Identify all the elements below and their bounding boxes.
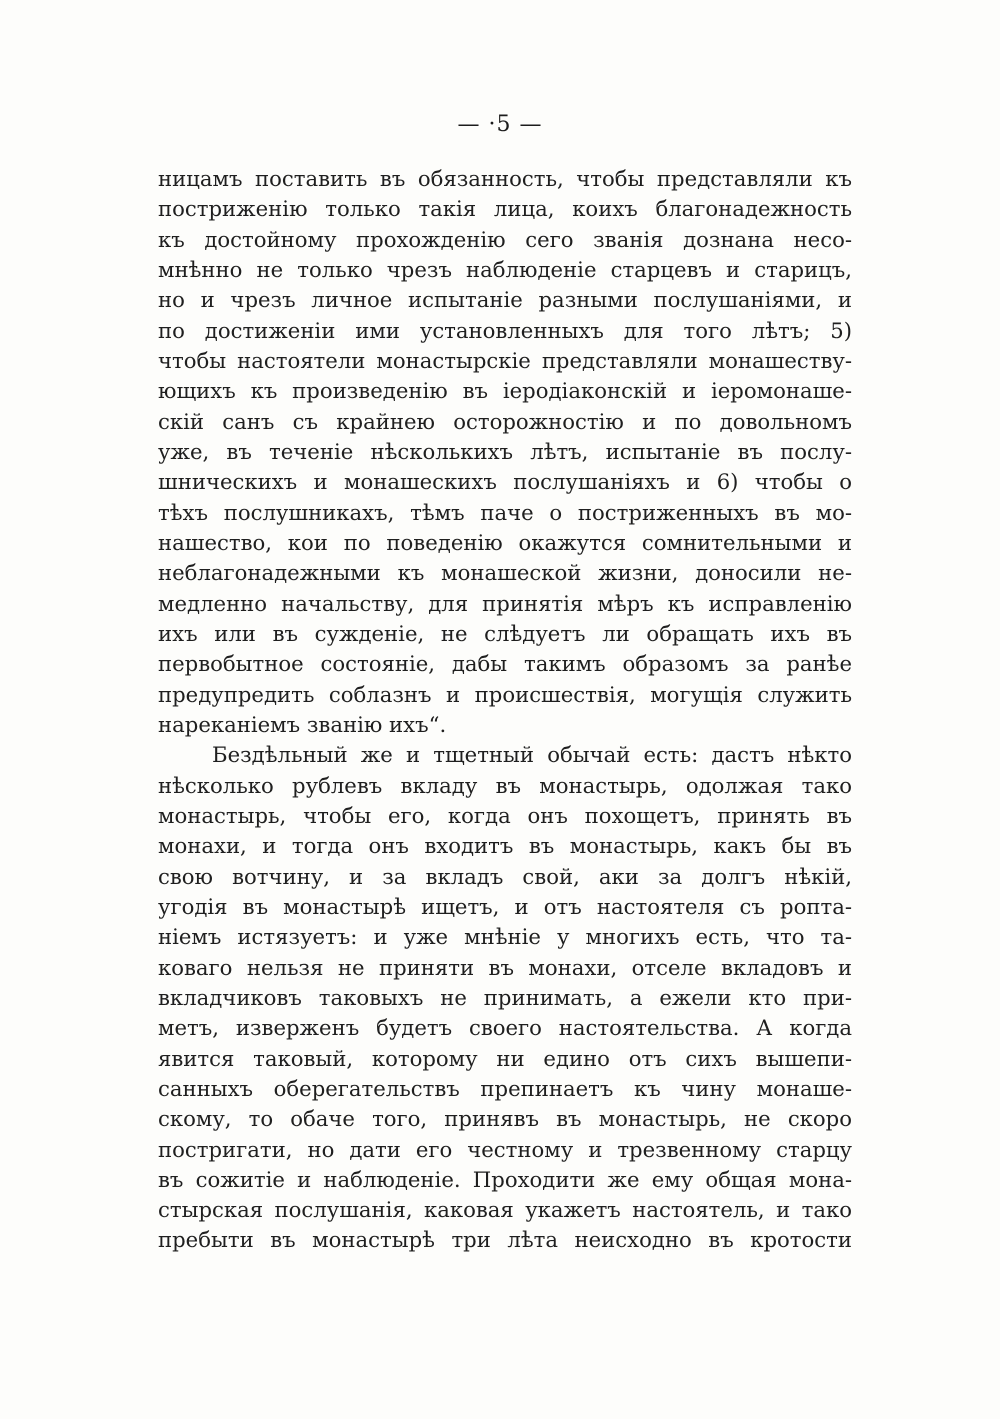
text-line: ніемъ истязуетъ: и уже мнѣніе у многихъ есть, что та- [158, 924, 852, 950]
text-line: шническихъ и монашескихъ послушаніяхъ и 6) чтобы о [158, 469, 852, 495]
text-line: монахи, и тогда онъ входитъ въ монастырь, какъ бы въ [158, 833, 852, 859]
text-line: вкладчиковъ таковыхъ не принимать, а ежели кто при- [158, 984, 852, 1010]
text-line: мнѣнно не только чрезъ наблюденіе старцевъ и старицъ, [158, 256, 852, 282]
text-line: чтобы настоятели монастырскіе представляли монашеству- [158, 347, 852, 373]
text-line: ихъ или въ сужденіе, не слѣдуетъ ли обращать ихъ въ [158, 620, 852, 646]
text-line: скому, то обаче того, принявъ въ монастырь, не скоро [158, 1106, 852, 1132]
text-line: ницамъ поставить въ обязанность, чтобы представляли къ [158, 166, 852, 191]
text-line-paragraph-end: нареканіемъ званію ихъ“. [158, 711, 447, 737]
text-line: санныхъ оберегательствъ препинаетъ къ чину монаше- [158, 1075, 852, 1101]
page-number: — ·5 — [457, 112, 543, 137]
text-line: по достиженіи ими установленныхъ для того лѣтъ; 5) [158, 317, 852, 343]
text-line: медленно начальству, для принятія мѣръ къ исправленію [158, 590, 852, 616]
text-line: постригати, но дати его честному и трезвенному старцу [158, 1136, 852, 1162]
text-line: свою вотчину, и за вкладъ свой, аки за долгъ нѣкій, [158, 863, 852, 889]
text-line: нашество, кои по поведенію окажутся сомнительными и [158, 529, 852, 555]
text-line: монастырь, чтобы его, когда онъ похощетъ, принять въ [158, 802, 852, 828]
text-line: тѣхъ послушникахъ, тѣмъ паче о постриженныхъ въ мо- [158, 499, 852, 525]
text-line: предупредить соблазнъ и происшествія, могущія служить [158, 681, 852, 707]
text-line: стырская послушанія, каковая укажетъ настоятель, и тако [158, 1197, 852, 1223]
text-line: угодія въ монастырѣ ищетъ, и отъ настоятеля съ ропта- [158, 893, 852, 919]
text-line: явится таковый, которому ни едино отъ сихъ вышепи- [158, 1045, 852, 1071]
text-line-paragraph-start: Бездѣльный же и тщетный обычай есть: дастъ нѣкто [212, 742, 852, 768]
text-line: уже, въ теченіе нѣсколькихъ лѣтъ, испытаніе въ послу- [158, 438, 852, 464]
body-text [158, 164, 852, 1256]
text-line: метъ, изверженъ будетъ своего настоятельства. А когда [158, 1015, 852, 1041]
text-line: но и чрезъ личное испытаніе разными послушаніями, и [158, 287, 852, 313]
text-line: ющихъ къ произведенію въ іеродіаконскій и іеромонаше- [158, 378, 852, 404]
text-line: пребыти въ монастырѣ три лѣта неисходно въ кротости [158, 1227, 852, 1253]
text-line: въ сожитіе и наблюденіе. Проходити же ему общая мона- [158, 1166, 852, 1192]
text-line: первобытное состояніе, дабы такимъ образомъ за ранѣе [158, 651, 852, 677]
text-line: скій санъ съ крайнею осторожностію и по довольномъ [158, 408, 852, 434]
text-line: къ достойному прохожденію сего званія дознана несо- [158, 226, 852, 252]
text-line: постриженію только такія лица, коихъ благонадежность [158, 196, 852, 222]
text-line: неблагонадежными къ монашеской жизни, доносили не- [158, 560, 852, 586]
text-line: коваго нельзя не приняти въ монахи, отселе вкладовъ и [158, 954, 852, 980]
text-line: нѣсколько рублевъ вкладу въ монастырь, одолжая тако [158, 772, 852, 798]
